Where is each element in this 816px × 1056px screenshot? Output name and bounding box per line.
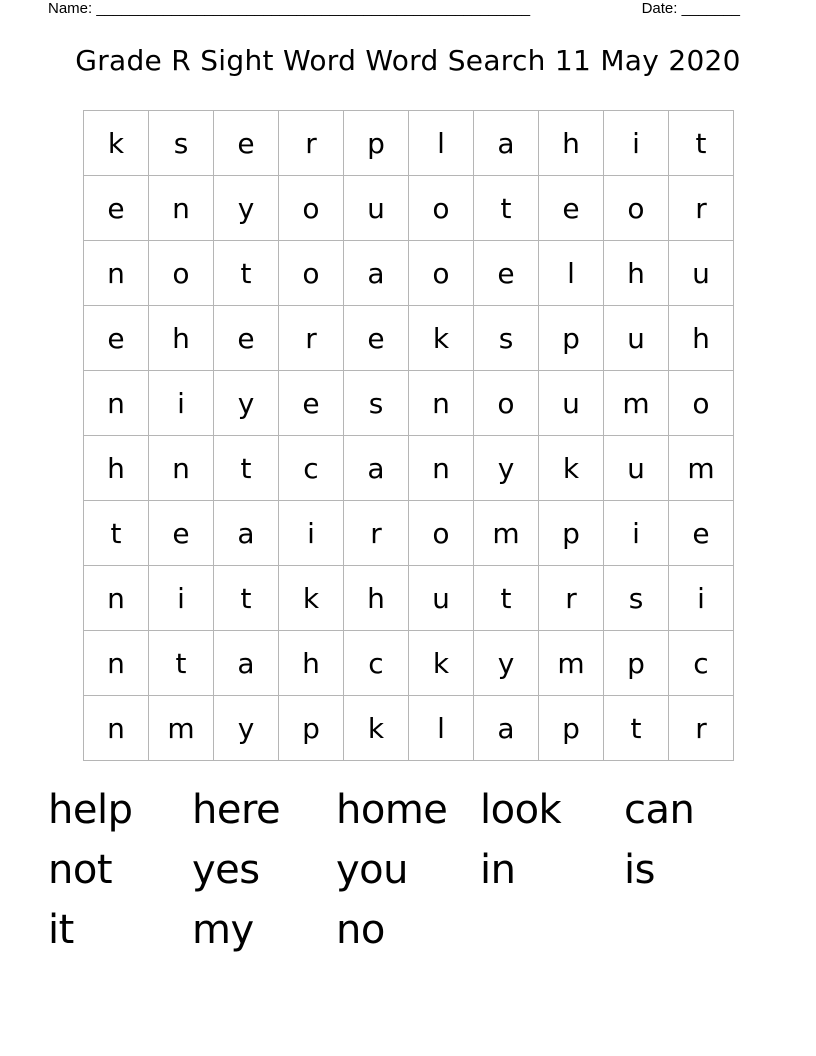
grid-cell: l: [539, 241, 604, 306]
grid-cell: u: [604, 306, 669, 371]
grid-cell: s: [474, 306, 539, 371]
grid-cell: k: [279, 566, 344, 631]
grid-cell: n: [149, 436, 214, 501]
grid-cell: m: [474, 501, 539, 566]
grid-cell: k: [84, 111, 149, 176]
grid-cell: i: [669, 566, 734, 631]
grid-cell: h: [669, 306, 734, 371]
grid-cell: y: [214, 371, 279, 436]
grid-cell: r: [669, 176, 734, 241]
grid-cell: c: [279, 436, 344, 501]
grid-cell: t: [84, 501, 149, 566]
grid-row: [84, 306, 734, 371]
grid-cell: s: [149, 111, 214, 176]
grid-cell: r: [669, 696, 734, 761]
grid-cell: k: [539, 436, 604, 501]
grid-cell: h: [604, 241, 669, 306]
grid-cell: e: [84, 306, 149, 371]
grid-row: [84, 436, 734, 501]
grid-cell: k: [409, 306, 474, 371]
grid-cell: a: [214, 631, 279, 696]
grid-cell: i: [279, 501, 344, 566]
word-list-item: home: [336, 787, 448, 833]
grid-cell: t: [669, 111, 734, 176]
grid-cell: a: [474, 111, 539, 176]
grid-row: [84, 111, 734, 176]
word-list-item: here: [192, 787, 281, 833]
grid-cell: n: [84, 241, 149, 306]
grid-row: [84, 566, 734, 631]
grid-cell: h: [539, 111, 604, 176]
grid-cell: m: [604, 371, 669, 436]
date-field-label: Date: _______: [641, 0, 740, 17]
grid-cell: i: [604, 111, 669, 176]
page-title: Grade R Sight Word Word Search 11 May 2020: [75, 44, 741, 77]
grid-cell: y: [474, 631, 539, 696]
grid-cell: l: [409, 696, 474, 761]
grid-cell: h: [149, 306, 214, 371]
grid-cell: r: [344, 501, 409, 566]
grid-cell: n: [149, 176, 214, 241]
grid-row: [84, 176, 734, 241]
word-list-item: not: [48, 847, 113, 893]
grid-cell: o: [409, 241, 474, 306]
grid-cell: e: [149, 501, 214, 566]
grid-cell: o: [279, 176, 344, 241]
grid-cell: n: [84, 696, 149, 761]
grid-cell: e: [214, 306, 279, 371]
grid-cell: o: [279, 241, 344, 306]
word-list-item: look: [480, 787, 562, 833]
header: [48, 0, 740, 20]
grid-cell: o: [604, 176, 669, 241]
grid-cell: n: [84, 566, 149, 631]
grid-cell: r: [539, 566, 604, 631]
grid-cell: r: [279, 306, 344, 371]
grid-cell: y: [214, 176, 279, 241]
grid-cell: a: [344, 241, 409, 306]
grid-cell: e: [214, 111, 279, 176]
grid-cell: u: [669, 241, 734, 306]
grid-cell: n: [409, 436, 474, 501]
word-list-item: yes: [192, 847, 260, 893]
grid-cell: a: [474, 696, 539, 761]
grid-row: [84, 696, 734, 761]
grid-cell: t: [149, 631, 214, 696]
grid-cell: t: [214, 436, 279, 501]
grid-cell: s: [604, 566, 669, 631]
word-list-item: you: [336, 847, 408, 893]
grid-cell: t: [604, 696, 669, 761]
grid-cell: r: [279, 111, 344, 176]
grid-cell: u: [539, 371, 604, 436]
grid-cell: t: [214, 241, 279, 306]
grid-cell: u: [604, 436, 669, 501]
grid-cell: o: [409, 501, 474, 566]
grid-cell: p: [539, 501, 604, 566]
grid-row: [84, 241, 734, 306]
grid-cell: m: [539, 631, 604, 696]
grid-cell: e: [669, 501, 734, 566]
grid-cell: y: [474, 436, 539, 501]
word-list-item: can: [624, 787, 695, 833]
grid-cell: m: [149, 696, 214, 761]
grid-cell: n: [409, 371, 474, 436]
grid-cell: o: [149, 241, 214, 306]
word-list: [48, 782, 768, 962]
grid-cell: p: [539, 696, 604, 761]
grid-cell: n: [84, 371, 149, 436]
grid-cell: h: [279, 631, 344, 696]
grid-cell: k: [344, 696, 409, 761]
grid-cell: i: [149, 371, 214, 436]
grid-cell: n: [84, 631, 149, 696]
grid-cell: e: [344, 306, 409, 371]
grid-cell: p: [604, 631, 669, 696]
grid-cell: y: [214, 696, 279, 761]
grid-row: [84, 371, 734, 436]
grid-cell: p: [279, 696, 344, 761]
grid-cell: k: [409, 631, 474, 696]
grid-cell: t: [214, 566, 279, 631]
word-search-grid: [83, 110, 734, 761]
grid-cell: m: [669, 436, 734, 501]
grid-cell: s: [344, 371, 409, 436]
grid-cell: l: [409, 111, 474, 176]
grid-cell: o: [474, 371, 539, 436]
grid-cell: c: [669, 631, 734, 696]
grid-cell: t: [474, 566, 539, 631]
grid-cell: i: [149, 566, 214, 631]
name-field-label: Name: ____________________________________________________: [48, 0, 531, 17]
word-list-item: in: [480, 847, 516, 893]
grid-cell: a: [214, 501, 279, 566]
grid-row: [84, 501, 734, 566]
word-list-item: help: [48, 787, 133, 833]
grid-cell: p: [539, 306, 604, 371]
grid-cell: e: [84, 176, 149, 241]
word-list-item: is: [624, 847, 655, 893]
grid-cell: h: [84, 436, 149, 501]
grid-cell: t: [474, 176, 539, 241]
word-list-item: it: [48, 907, 74, 953]
grid-cell: c: [344, 631, 409, 696]
grid-cell: e: [539, 176, 604, 241]
word-list-item: no: [336, 907, 385, 953]
grid-cell: u: [409, 566, 474, 631]
grid-cell: i: [604, 501, 669, 566]
grid-cell: e: [279, 371, 344, 436]
grid-cell: o: [669, 371, 734, 436]
grid-cell: h: [344, 566, 409, 631]
grid-cell: p: [344, 111, 409, 176]
grid-cell: a: [344, 436, 409, 501]
grid-row: [84, 631, 734, 696]
word-list-item: my: [192, 907, 254, 953]
grid-cell: o: [409, 176, 474, 241]
grid-cell: e: [474, 241, 539, 306]
grid-cell: u: [344, 176, 409, 241]
